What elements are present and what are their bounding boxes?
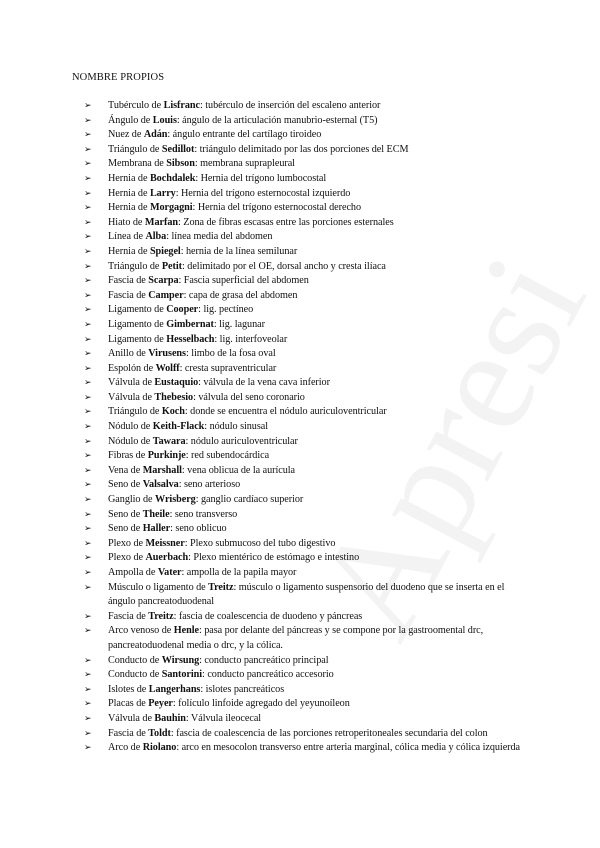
- arrow-bullet-icon: ➢: [84, 699, 92, 710]
- item-description: : lig. lagunar: [213, 318, 265, 330]
- item-description: : válvula del seno coronario: [193, 391, 305, 403]
- item-eponym: Wolff: [155, 362, 180, 374]
- item-prefix: Válvula de: [108, 712, 155, 724]
- item-description: : folículo linfoide agregado del yeyunoíleon: [172, 698, 350, 710]
- item-eponym: Adán: [143, 129, 168, 141]
- arrow-bullet-icon: ➢: [84, 305, 92, 316]
- arrow-bullet-icon: ➢: [84, 524, 92, 535]
- list-item: [84, 420, 534, 435]
- arrow-bullet-icon: ➢: [84, 363, 92, 374]
- arrow-bullet-icon: ➢: [84, 670, 92, 681]
- item-description: : limbo de la fosa oval: [185, 348, 276, 360]
- item-description: : Hernia del trígono esternocostal derecho: [192, 202, 362, 214]
- item-prefix: Hernia de: [108, 202, 150, 214]
- item-prefix: Nuez de: [108, 129, 144, 141]
- item-eponym: Riolano: [142, 742, 177, 754]
- list-item: [84, 157, 534, 172]
- arrow-bullet-icon: ➢: [84, 509, 92, 520]
- item-eponym: Vater: [157, 567, 182, 578]
- item-description: : membrana suprapleural: [194, 158, 295, 170]
- item-prefix: Arco de: [108, 742, 143, 754]
- list-item: [84, 289, 534, 304]
- item-eponym: Toldt: [148, 727, 171, 739]
- arrow-bullet-icon: ➢: [84, 276, 92, 287]
- item-eponym: Wrisberg: [154, 494, 196, 506]
- list-item: [84, 143, 534, 158]
- arrow-bullet-icon: ➢: [84, 261, 92, 272]
- item-eponym: Valsalva: [142, 479, 179, 491]
- item-eponym: Peyer: [148, 698, 173, 710]
- list-item: [84, 508, 534, 523]
- arrow-bullet-icon: ➢: [84, 407, 92, 418]
- arrow-bullet-icon: ➢: [84, 655, 92, 666]
- list-item: [84, 741, 534, 756]
- item-prefix: Islotes de: [108, 683, 149, 695]
- item-prefix: Ampolla de: [108, 567, 158, 578]
- item-description: : seno arterioso: [178, 479, 241, 491]
- item-eponym: Virusens: [148, 348, 186, 360]
- arrow-bullet-icon: ➢: [84, 436, 92, 447]
- item-prefix: Ligamento de: [108, 318, 167, 330]
- list-item: [84, 624, 534, 653]
- item-description: : ángulo entrante del cartílago tiroideo: [167, 129, 322, 141]
- list-item: [84, 303, 534, 318]
- list-item: [84, 114, 534, 129]
- item-eponym: Scarpa: [148, 275, 179, 287]
- list-item: [84, 493, 534, 508]
- item-prefix: Anillo de: [108, 348, 149, 360]
- list-item: [84, 581, 534, 610]
- item-description: : conducto pancreático accesorio: [202, 669, 334, 681]
- arrow-bullet-icon: ➢: [84, 349, 92, 360]
- item-description: : Hernia del trígono lumbocostal: [195, 172, 327, 184]
- list-item: [84, 654, 534, 669]
- item-eponym: Tawara: [152, 435, 186, 447]
- item-prefix: Membrana de: [108, 158, 167, 170]
- item-eponym: Treitz: [208, 581, 234, 593]
- item-eponym: Eustaquio: [154, 377, 199, 389]
- arrow-bullet-icon: ➢: [84, 319, 92, 330]
- list-item: [84, 668, 534, 683]
- arrow-bullet-icon: ➢: [84, 495, 92, 506]
- item-prefix: Conducto de: [108, 669, 162, 681]
- arrow-bullet-icon: ➢: [84, 684, 92, 695]
- list-item: [84, 128, 534, 143]
- item-description: : ángulo de la articulación manubrio-esternal (T5): [176, 114, 378, 126]
- item-eponym: Spiegel: [149, 245, 181, 257]
- list-item: [84, 230, 534, 245]
- arrow-bullet-icon: ➢: [84, 611, 92, 622]
- item-description: : capa de grasa del abdomen: [183, 289, 298, 301]
- item-description: : cresta supraventricular: [179, 362, 277, 374]
- list-item: [84, 99, 534, 114]
- arrow-bullet-icon: ➢: [84, 568, 92, 578]
- arrow-bullet-icon: ➢: [84, 232, 92, 243]
- item-prefix: Triángulo de: [108, 260, 162, 272]
- item-eponym: Camper: [148, 289, 184, 301]
- item-description: : islotes pancreáticos: [200, 683, 285, 695]
- list-item: [84, 260, 534, 275]
- item-prefix: Fibras de: [108, 450, 148, 462]
- item-description: : triángulo delimitado por las dos porciones del ECM: [194, 143, 409, 155]
- eponym-list: [84, 99, 534, 756]
- list-item: [84, 376, 534, 391]
- item-description: : vena oblicua de la aurícula: [181, 464, 296, 476]
- list-item: [84, 391, 534, 406]
- arrow-bullet-icon: ➢: [84, 480, 92, 491]
- arrow-bullet-icon: ➢: [84, 188, 92, 199]
- item-prefix: Arco venoso de: [108, 625, 174, 637]
- item-description: : Zona de fibras escasas entre las porciones esternales: [178, 216, 394, 228]
- item-prefix: Fascia de: [108, 289, 149, 301]
- arrow-bullet-icon: ➢: [84, 378, 92, 389]
- item-description: : lig. interfoveolar: [214, 333, 288, 345]
- item-prefix: Ganglio de: [108, 494, 155, 506]
- item-prefix: Fascia de: [108, 727, 149, 739]
- item-description: : tubérculo de inserción del escaleno anterior: [199, 100, 381, 111]
- list-item: [84, 478, 534, 493]
- item-description: : seno transverso: [169, 508, 238, 520]
- item-prefix: Vena de: [108, 464, 143, 476]
- item-eponym: Sibson: [166, 158, 195, 170]
- item-eponym: Wirsung: [161, 654, 200, 666]
- item-eponym: Thebesio: [154, 391, 194, 403]
- item-description: : Fascia superficial del abdomen: [178, 275, 309, 287]
- item-prefix: Fascia de: [108, 610, 149, 622]
- arrow-bullet-icon: ➢: [84, 115, 92, 126]
- item-description: : pasa por delante del páncreas y se compone por la gastroomental drc, pancreatoduodenal media o drc, y la cólica.: [108, 625, 484, 651]
- arrow-bullet-icon: ➢: [84, 130, 92, 141]
- item-prefix: Fascia de: [108, 275, 149, 287]
- item-prefix: Plexo de: [108, 537, 146, 549]
- arrow-bullet-icon: ➢: [84, 465, 92, 476]
- item-description: : seno oblicuo: [170, 523, 227, 535]
- list-item: [84, 318, 534, 333]
- item-description: : red subendocárdica: [185, 450, 270, 462]
- arrow-bullet-icon: ➢: [84, 728, 92, 739]
- item-eponym: Bauhin: [154, 712, 186, 724]
- arrow-bullet-icon: ➢: [84, 553, 92, 564]
- item-eponym: Meissner: [145, 537, 185, 549]
- arrow-bullet-icon: ➢: [84, 203, 92, 214]
- item-eponym: Purkinje: [147, 450, 186, 462]
- item-eponym: Santorini: [161, 669, 203, 681]
- list-item: [84, 333, 534, 348]
- list-item: [84, 216, 534, 231]
- list-item: [84, 566, 534, 581]
- item-description: : conducto pancreático principal: [199, 654, 329, 666]
- arrow-bullet-icon: ➢: [84, 538, 92, 549]
- item-prefix: Línea de: [108, 231, 146, 243]
- item-eponym: Cooper: [166, 304, 199, 316]
- item-description: : ganglio cardíaco superior: [195, 494, 304, 506]
- item-prefix: Válvula de: [108, 391, 155, 403]
- item-prefix: Nódulo de: [108, 421, 153, 433]
- arrow-bullet-icon: ➢: [84, 334, 92, 345]
- item-eponym: Marshall: [142, 464, 182, 476]
- list-item: [84, 522, 534, 537]
- arrow-bullet-icon: ➢: [84, 451, 92, 462]
- item-description: : línea media del abdomen: [166, 231, 273, 243]
- arrow-bullet-icon: ➢: [84, 144, 92, 155]
- item-description: : Válvula ileocecal: [185, 712, 262, 724]
- item-eponym: Bochdalek: [149, 172, 196, 184]
- item-prefix: Seno de: [108, 523, 143, 535]
- item-description: : Hernia del trígono esternocostal izquierdo: [175, 187, 351, 199]
- item-description: : Plexo submucoso del tubo digestivo: [184, 537, 336, 549]
- item-prefix: Conducto de: [108, 654, 162, 666]
- arrow-bullet-icon: ➢: [84, 159, 92, 170]
- item-description: : fascia de coalescencia de duodeno y páncreas: [173, 610, 363, 622]
- item-description: : nódulo sinusal: [204, 421, 269, 433]
- item-description: : lig. pectíneo: [198, 304, 254, 316]
- item-description: : hernia de la línea semilunar: [180, 245, 298, 257]
- item-eponym: Alba: [145, 231, 167, 243]
- list-item: [84, 362, 534, 377]
- item-prefix: Hernia de: [108, 172, 150, 184]
- item-prefix: Triángulo de: [108, 143, 162, 155]
- arrow-bullet-icon: ➢: [84, 217, 92, 228]
- item-prefix: Ligamento de: [108, 333, 167, 345]
- list-item: [84, 697, 534, 712]
- page-title: NOMBRE PROPIOS: [72, 72, 165, 83]
- item-description: : ampolla de la papila mayor: [181, 567, 297, 578]
- item-description: : arco en mesocolon transverso entre arteria marginal, cólica media y cólica izquierda: [176, 742, 521, 754]
- item-prefix: Músculo o ligamento de: [108, 581, 209, 593]
- arrow-bullet-icon: ➢: [84, 290, 92, 301]
- item-prefix: Hernia de: [108, 245, 150, 257]
- item-description: : fascia de coalescencia de las porciones retroperitoneales secundaria del colon: [170, 727, 488, 739]
- list-item: [84, 551, 534, 566]
- item-prefix: Hiato de: [108, 216, 145, 228]
- item-description: : nódulo auriculoventricular: [185, 435, 298, 447]
- item-description: : donde se encuentra el nódulo auriculoventricular: [184, 406, 387, 418]
- item-prefix: Nódulo de: [108, 435, 153, 447]
- item-eponym: Morgagni: [149, 202, 193, 214]
- item-eponym: Larry: [149, 187, 176, 199]
- item-prefix: Válvula de: [108, 377, 155, 389]
- item-prefix: Triángulo de: [108, 406, 162, 418]
- item-eponym: Langerhans: [148, 683, 201, 695]
- item-eponym: Henle: [173, 625, 199, 637]
- list-item: [84, 187, 534, 202]
- arrow-bullet-icon: ➢: [84, 392, 92, 403]
- list-item: [84, 464, 534, 479]
- list-item: [84, 449, 534, 464]
- item-eponym: Koch: [161, 406, 185, 418]
- arrow-bullet-icon: ➢: [84, 422, 92, 433]
- item-prefix: Hernia de: [108, 187, 150, 199]
- item-eponym: Sedillot: [161, 143, 195, 155]
- list-item: [84, 274, 534, 289]
- arrow-bullet-icon: ➢: [84, 173, 92, 184]
- list-item: [84, 405, 534, 420]
- item-eponym: Treitz: [148, 610, 174, 622]
- list-item: [84, 712, 534, 727]
- item-prefix: Placas de: [108, 698, 149, 710]
- arrow-bullet-icon: ➢: [84, 713, 92, 724]
- item-prefix: Plexo de: [108, 552, 146, 564]
- arrow-bullet-icon: ➢: [84, 101, 92, 111]
- arrow-bullet-icon: ➢: [84, 743, 92, 754]
- item-eponym: Louis: [152, 114, 177, 126]
- item-description: : músculo o ligamento suspensorio del duodeno que se inserta en el ángulo pancreatoduodenal: [108, 581, 505, 608]
- list-item: [84, 347, 534, 362]
- item-eponym: Keith-Flack: [152, 421, 205, 433]
- list-item: [84, 537, 534, 552]
- item-eponym: Lisfranc: [163, 100, 200, 111]
- arrow-bullet-icon: ➢: [84, 246, 92, 257]
- list-item: [84, 245, 534, 260]
- arrow-bullet-icon: ➢: [84, 582, 92, 593]
- list-item: [84, 610, 534, 625]
- arrow-bullet-icon: ➢: [84, 626, 92, 637]
- list-item: [84, 172, 534, 187]
- item-prefix: Ligamento de: [108, 304, 167, 316]
- item-eponym: Petit: [161, 260, 182, 272]
- list-item: [84, 435, 534, 450]
- list-item: [84, 201, 534, 216]
- list-item: [84, 727, 534, 742]
- list-item: [84, 683, 534, 698]
- item-prefix: Seno de: [108, 479, 143, 491]
- item-prefix: Seno de: [108, 508, 143, 520]
- item-eponym: Auerbach: [145, 552, 189, 564]
- item-prefix: Tubérculo de: [108, 100, 164, 111]
- item-description: : delimitado por el OE, dorsal ancho y cresta ilíaca: [182, 260, 386, 272]
- item-eponym: Theile: [142, 508, 170, 520]
- item-prefix: Espolón de: [108, 362, 156, 374]
- item-description: : Plexo mientérico de estómago e intestino: [188, 552, 360, 564]
- item-eponym: Gimbernat: [166, 318, 214, 330]
- item-description: : válvula de la vena cava inferior: [198, 377, 330, 389]
- item-prefix: Ángulo de: [108, 114, 153, 126]
- item-eponym: Hesselbach: [166, 333, 215, 345]
- item-eponym: Marfan: [144, 216, 178, 228]
- item-eponym: Haller: [142, 523, 171, 535]
